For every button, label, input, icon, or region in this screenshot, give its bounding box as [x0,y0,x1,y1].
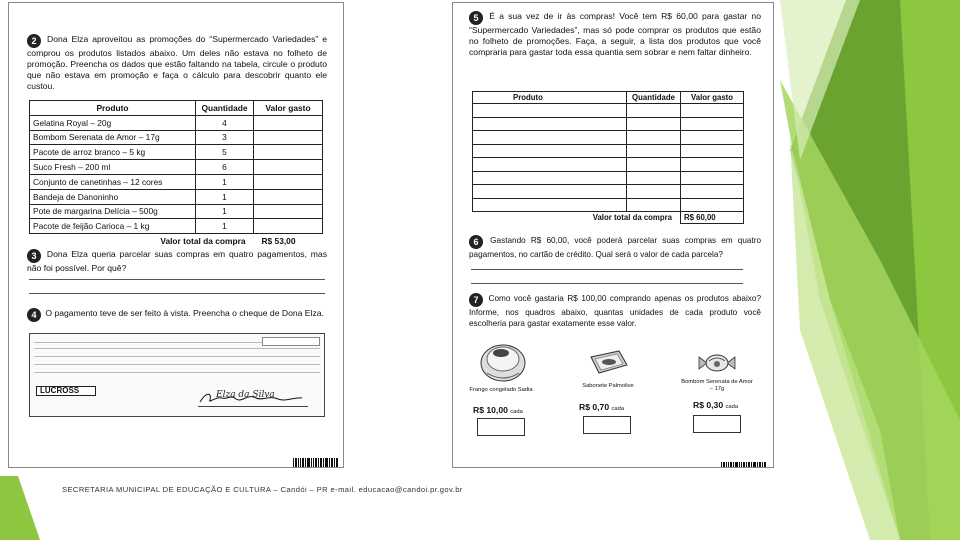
shopping-list-table [472,91,744,224]
quantity-cell: 4 [196,115,254,130]
product-price: R$ 0,30 cada [693,400,739,410]
table-row [473,131,744,145]
table-row [30,189,323,204]
product-cell[interactable] [473,131,627,145]
question-number: 2 [27,34,41,48]
question-number: 3 [27,249,41,263]
answer-line[interactable] [471,269,743,270]
question-7 [469,293,761,329]
question-5 [469,11,761,58]
worksheet-page-left [8,2,344,468]
quantity-cell[interactable] [627,117,681,131]
total-value: R$ 53,00 [261,236,296,247]
value-cell[interactable] [681,158,744,172]
product-cell: Conjunto de canetinhas – 12 cores [30,174,196,189]
cheque-amount-box[interactable] [262,337,320,346]
product-cell: Bandeja de Danoninho [30,189,196,204]
frozen-chicken-icon [479,335,527,385]
question-6 [469,235,761,260]
product-label: Bombom Serenata de Amor – 17g [681,379,753,392]
product-cell: Pacote de arroz branco – 5 kg [30,145,196,160]
quantity-cell[interactable] [627,198,681,212]
cheque-form[interactable] [29,333,325,417]
table-row [30,219,323,234]
value-cell[interactable] [681,104,744,118]
product-cell: Bombom Serenata de Amor – 17g [30,130,196,145]
column-header: Quantidade [627,92,681,104]
quantity-box-soap[interactable] [583,416,631,434]
table-row [473,117,744,131]
question-4 [27,308,327,322]
question-text: Como você gastaria R$ 100,00 comprando apenas os produtos abaixo? Informe, nos quadros abaixo, quantas unidades de cada produto você escolheria para gastar exatamente esse valor. [469,294,761,328]
answer-line[interactable] [471,283,743,284]
value-cell[interactable] [681,117,744,131]
value-cell[interactable] [254,204,323,219]
question-number: 4 [27,308,41,322]
value-cell[interactable] [254,160,323,175]
answer-line[interactable] [29,279,325,280]
value-cell[interactable] [681,185,744,199]
question-text: Dona Elza aproveitou as promoções do “Supermercado Variedades” e comprou os produtos listados abaixo. Um deles não estava no folheto de promoção. Preencha os dados que estão faltando na tabela, circule o produto que não estava em promoção e faça o cálculo para descobrir quanto ele custou. [27,34,328,91]
product-cell: Pote de margarina Delícia – 500g [30,204,196,219]
table-row [473,171,744,185]
table-row [473,144,744,158]
cheque-crossed-stamp: LUCROSS [36,386,96,396]
purchase-table [29,100,323,248]
table-row [30,145,323,160]
quantity-cell[interactable] [627,131,681,145]
column-header: Produto [30,101,196,116]
product-price: R$ 0,70 cada [579,402,625,412]
product-cell[interactable] [473,171,627,185]
quantity-cell[interactable] [627,158,681,172]
quantity-cell[interactable] [627,185,681,199]
quantity-cell: 1 [196,219,254,234]
product-cell: Suco Fresh – 200 ml [30,160,196,175]
product-price: R$ 10,00 cada [473,405,523,415]
table-row [473,198,744,212]
quantity-cell[interactable] [627,144,681,158]
value-cell[interactable] [254,174,323,189]
barcode-icon [293,458,339,468]
total-value: R$ 60,00 [681,212,744,224]
product-cell[interactable] [473,104,627,118]
table-row [30,204,323,219]
table-row [30,115,323,130]
table-row [473,104,744,118]
question-3 [27,249,327,274]
question-2 [27,34,327,92]
value-cell[interactable] [254,115,323,130]
question-text: Dona Elza queria parcelar suas compras em quatro pagamentos, mas não foi possível. Por quê? [27,249,327,273]
quantity-box-bonbon[interactable] [693,415,741,433]
product-cell[interactable] [473,117,627,131]
table-row [30,174,323,189]
product-cell[interactable] [473,144,627,158]
column-header: Quantidade [196,101,254,116]
value-cell[interactable] [681,144,744,158]
quantity-cell: 6 [196,160,254,175]
product-label: Sabonete Palmolive [582,383,634,389]
table-row [473,158,744,172]
total-label: Valor total da compra [160,236,246,247]
product-cell[interactable] [473,185,627,199]
quantity-cell: 5 [196,145,254,160]
value-cell[interactable] [681,171,744,185]
table-row [30,160,323,175]
value-cell[interactable] [254,189,323,204]
soap-icon [587,349,629,377]
quantity-cell: 1 [196,204,254,219]
question-number: 7 [469,293,483,307]
slide-footer: SECRETARIA MUNICIPAL DE EDUCAÇÃO E CULTURA – Candói – PR e-mail. educacao@candoi.pr.gov.br [62,485,463,494]
column-header: Valor gasto [254,101,323,116]
question-text: O pagamento teve de ser feito à vista. Preencha o cheque de Dona Elza. [45,308,324,318]
product-cell: Pacote de feijão Carioca – 1 kg [30,219,196,234]
value-cell[interactable] [254,130,323,145]
question-number: 5 [469,11,483,25]
value-cell[interactable] [254,145,323,160]
value-cell[interactable] [254,219,323,234]
question-text: É a sua vez de ir às compras! Você tem R$ 60,00 para gastar no “Supermercado Variedades”, mas só pode comprar os produtos que estão no folheto de promoções. Faça, a seguir, a lista dos produtos que você compraria para gastar toda essa quantia sem sobrar e nem faltar dinheiro. [469,11,761,57]
product-cell: Gelatina Royal – 20g [30,115,196,130]
quantity-cell[interactable] [627,171,681,185]
value-cell[interactable] [681,131,744,145]
product-cell[interactable] [473,198,627,212]
product-cell[interactable] [473,158,627,172]
signature-text: Elza da Silva [216,390,275,400]
column-header: Produto [473,92,627,104]
quantity-cell[interactable] [627,104,681,118]
quantity-box-chicken[interactable] [477,418,525,436]
quantity-cell: 1 [196,174,254,189]
answer-line[interactable] [29,293,325,294]
product-label: Frango congelado Sadia [469,387,533,393]
question-text: Gastando R$ 60,00, você poderá parcelar suas compras em quatro pagamentos, no cartão de crédito. Qual será o valor de cada parcela? [469,236,761,259]
quantity-cell: 3 [196,130,254,145]
value-cell[interactable] [681,198,744,212]
total-label: Valor total da compra [592,213,672,223]
table-row [30,130,323,145]
worksheet-page-right [452,2,774,468]
question-number: 6 [469,235,483,249]
cheque-signature [196,390,306,406]
table-row [473,185,744,199]
quantity-cell: 1 [196,189,254,204]
column-header: Valor gasto [681,92,744,104]
bonbon-icon [697,351,737,377]
barcode-icon [721,461,767,468]
